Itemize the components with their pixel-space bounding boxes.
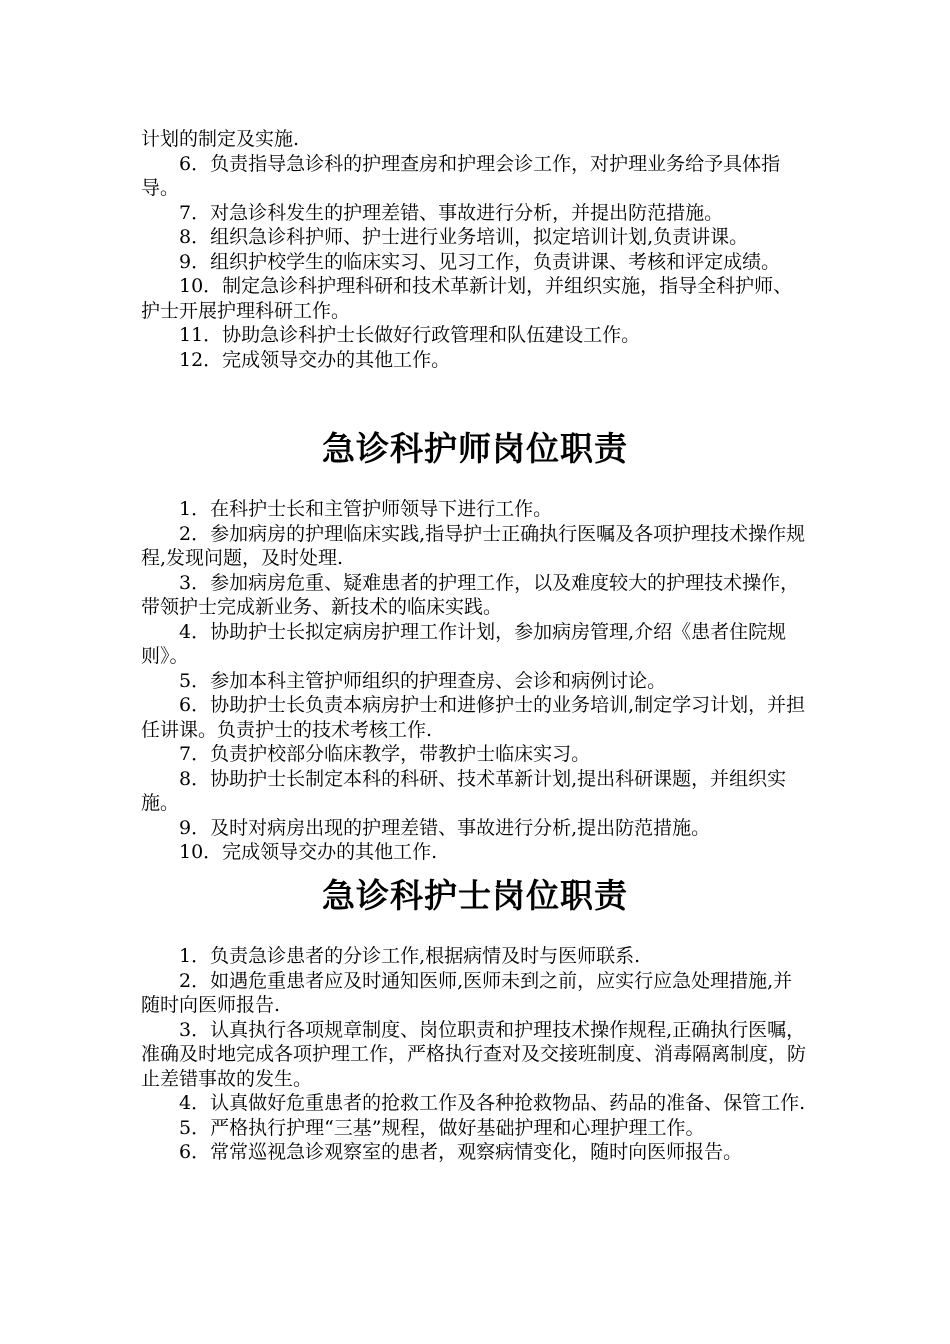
paragraph-item-10: 10．完成领导交办的其他工作. (179, 841, 438, 863)
paragraph-item-9: 9．及时对病房出现的护理差错、事故进行分析,提出防范措施。 (179, 816, 711, 839)
paragraph-item-9: 9．组织护校学生的临床实习、见习工作，负责讲课、考核和评定成绩。 (179, 250, 781, 273)
paragraph-item-2: 2．如遇危重患者应及时通知医师,医师未到之前，应实行应急处理措施,并随时向医师报告. (141, 969, 793, 1016)
paragraph-item-2: 2．参加病房的护理临床实践,指导护士正确执行医嘱及各项护理技术操作规程,发现问题，及时处理. (141, 522, 806, 569)
paragraph-item-3: 3．参加病房危重、疑难患者的护理工作，以及难度较大的护理技术操作，带领护士完成新业务、新技术的临床实践。 (141, 571, 800, 618)
paragraph-item-12: 12．完成领导交办的其他工作。 (179, 348, 451, 371)
section-3-body (141, 944, 811, 1165)
paragraph-item-1: 1．负责急诊患者的分诊工作,根据病情及时与医师联系. (179, 945, 641, 967)
paragraph-item-8: 8．协助护士长制定本科的科研、技术革新计划,提出科研课题，并组织实施。 (141, 767, 787, 814)
paragraph-item-8: 8．组织急诊科护师、护士进行业务培训，拟定培训计划,负责讲课。 (179, 226, 749, 248)
paragraph-item-10: 10．制定急诊科护理科研和技术革新计划，并组织实施，指导全科护师、护士开展护理科研工作。 (141, 275, 793, 322)
paragraph-item-5: 5．参加本科主管护师组织的护理查房、会诊和病例讨论。 (179, 669, 667, 692)
section-2-body (141, 497, 811, 865)
paragraph-item-11: 11．协助急诊科护士长做好行政管理和队伍建设工作。 (179, 324, 641, 346)
paragraph-item-6: 6．负责指导急诊科的护理查房和护理会诊工作，对护理业务给予具体指导。 (141, 152, 781, 199)
paragraph-item-6: 6．协助护士长负责本病房护士和进修护士的业务培训,制定学习计划，并担任讲课。负责护士的技术考核工作. (141, 694, 806, 741)
paragraph-item-4: 4．协助护士长拟定病房护理工作计划，参加病房管理,介绍《患者住院规则》。 (141, 620, 787, 667)
paragraph-item-4: 4．认真做好危重患者的抢救工作及各种抢救物品、药品的准备、保管工作. (179, 1092, 806, 1114)
paragraph-item-5: 5．严格执行护理“三基”规程，做好基础护理和心理护理工作。 (179, 1116, 705, 1139)
paragraph-item-7: 7．对急诊科发生的护理差错、事故进行分析，并提出防范措施。 (179, 201, 724, 224)
section-2-title: 急诊科护师岗位职责 (322, 429, 628, 468)
paragraph-continuation: 计划的制定及实施. (141, 128, 300, 150)
paragraph-item-6: 6．常常巡视急诊观察室的患者，观察病情变化，随时向医师报告。 (179, 1141, 743, 1163)
paragraph-item-7: 7．负责护校部分临床教学，带教护士临床实习。 (179, 743, 591, 765)
section-1-body (141, 127, 811, 372)
paragraph-item-3: 3．认真执行各项规章制度、岗位职责和护理技术操作规程,正确执行医嘱，准确及时地完成各项护理工作，严格执行查对及交接班制度、消毒隔离制度，防止差错事故的发生。 (141, 1018, 807, 1090)
section-3-title: 急诊科护士岗位职责 (322, 876, 628, 915)
paragraph-item-1: 1．在科护士长和主管护师领导下进行工作。 (179, 498, 553, 520)
